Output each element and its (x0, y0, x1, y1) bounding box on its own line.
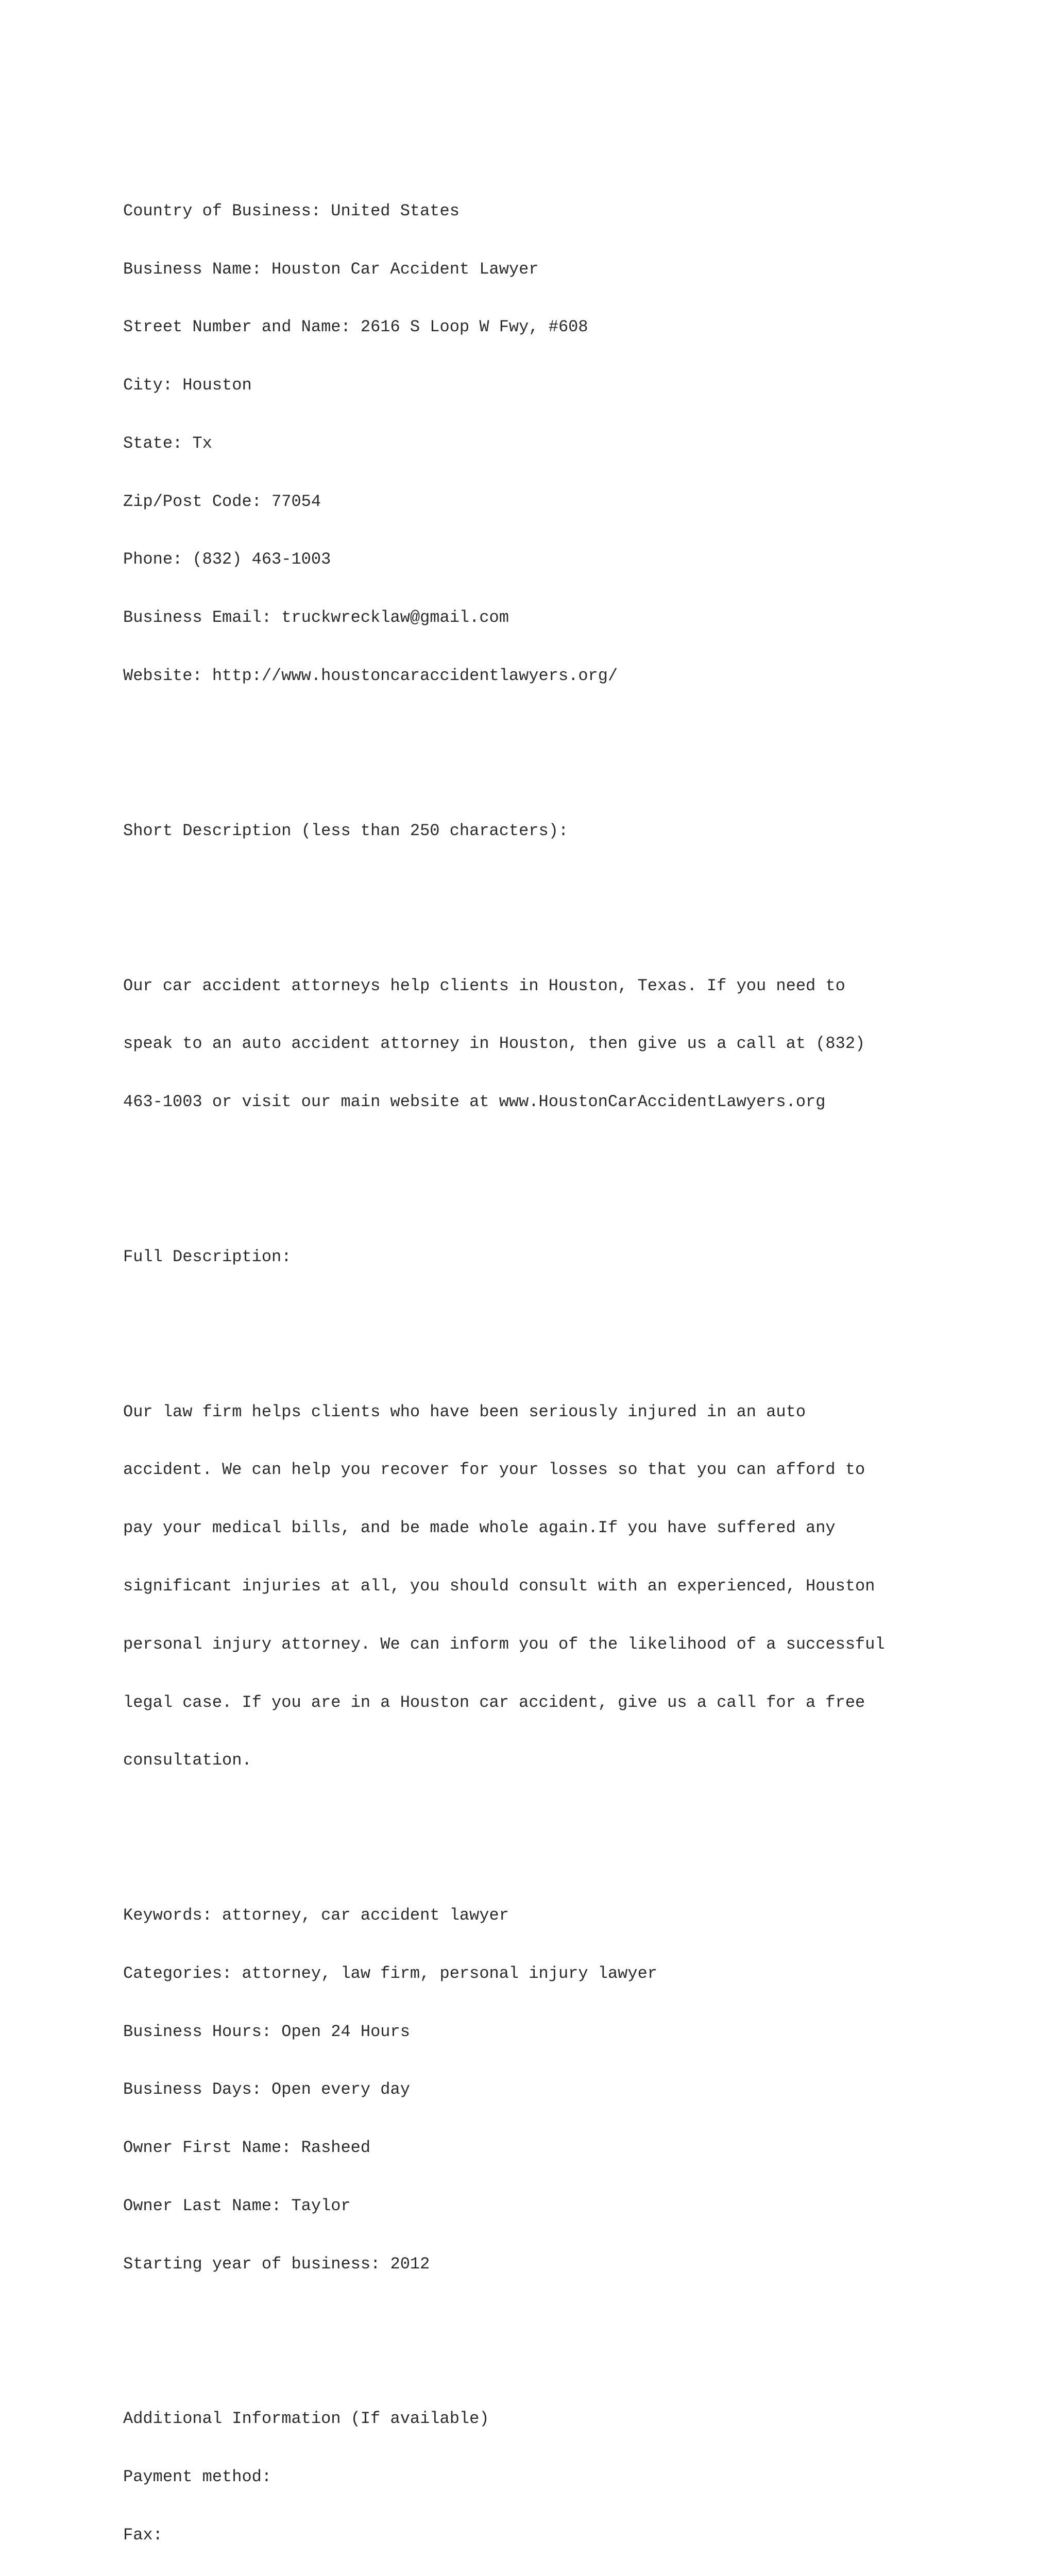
website-line: Website: http://www.houstoncaraccidentlawyers.org/ (123, 666, 618, 686)
spacer (123, 1170, 999, 1189)
street-line: Street Number and Name: 2616 S Loop W Fwy, #608 (123, 317, 588, 337)
full-description-heading: Full Description: (123, 1247, 292, 1266)
full-description-line: legal case. If you are in a Houston car accident, give us a call for a free (123, 1692, 865, 1712)
payment-method-line: Payment method: (123, 2467, 272, 2487)
spacer (123, 1325, 999, 1344)
spacer (123, 743, 999, 763)
spacer (123, 1828, 999, 1848)
owner-first-name-line: Owner First Name: Rasheed (123, 2138, 371, 2158)
city-line: City: Houston (123, 376, 252, 395)
additional-info-heading: Additional Information (If available) (123, 2409, 489, 2429)
short-description-heading: Short Description (less than 250 characters): (123, 821, 569, 840)
state-line: State: Tx (123, 433, 212, 453)
full-description-line: consultation. (123, 1751, 252, 1770)
full-description-line: Our law firm helps clients who have been seriously injured in an auto (123, 1402, 806, 1421)
categories-line: Categories: attorney, law firm, personal injury lawyer (123, 1963, 657, 1983)
starting-year-line: Starting year of business: 2012 (123, 2254, 430, 2274)
phone-line: Phone: (832) 463-1003 (123, 550, 331, 569)
short-description-line: speak to an auto accident attorney in Houston, then give us a call at (832) (123, 1034, 865, 1054)
zip-line: Zip/Post Code: 77054 (123, 492, 321, 511)
owner-last-name-line: Owner Last Name: Taylor (123, 2196, 351, 2215)
fax-line: Fax: (123, 2526, 163, 2545)
short-description-line: Our car accident attorneys help clients in Houston, Texas. If you need to (123, 976, 845, 995)
document-body (123, 143, 999, 2576)
spacer (123, 899, 999, 918)
full-description-line: significant injuries at all, you should consult with an experienced, Houston (123, 1576, 875, 1596)
email-line: Business Email: truckwrecklaw@gmail.com (123, 608, 509, 628)
country-line: Country of Business: United States (123, 201, 460, 221)
business-name-line: Business Name: Houston Car Accident Lawyer (123, 259, 539, 279)
full-description-line: pay your medical bills, and be made whole again.If you have suffered any (123, 1518, 836, 1538)
short-description-line: 463-1003 or visit our main website at www.HoustonCarAccidentLawyers.org (123, 1092, 826, 1112)
full-description-line: accident. We can help you recover for your losses so that you can afford to (123, 1460, 865, 1480)
business-hours-line: Business Hours: Open 24 Hours (123, 2022, 410, 2041)
business-days-line: Business Days: Open every day (123, 2080, 410, 2099)
full-description-line: personal injury attorney. We can inform you of the likelihood of a successful (123, 1634, 885, 1654)
spacer (123, 2332, 999, 2351)
keywords-line: Keywords: attorney, car accident lawyer (123, 1906, 509, 1925)
